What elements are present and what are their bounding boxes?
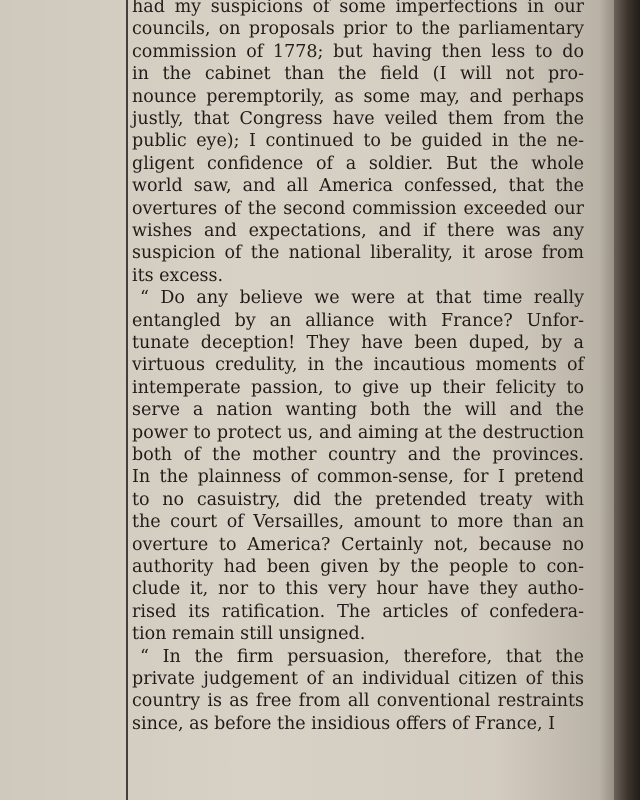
right-column-line: suspicion of the national liberality, it arose from	[132, 243, 584, 264]
right-column-line: country is as free from all conventional restraints	[132, 691, 584, 712]
right-column-line: clude it, nor to this very hour have they autho-	[132, 579, 584, 600]
right-column-line: gligent confidence of a soldier. But the whole	[132, 153, 584, 174]
right-column-line: overture to America? Certainly not, because no	[132, 534, 584, 555]
right-column-line: commission of 1778; but having then less to do	[132, 41, 584, 62]
right-column-line: tion remain still unsigned.	[132, 624, 366, 645]
right-column-line: wishes and expectations, and if there was any	[132, 221, 584, 241]
right-column-line: power to protect us, and aiming at the destruction	[132, 422, 584, 443]
right-column-line: “ In the firm persuasion, therefore, that the	[140, 646, 584, 667]
right-column-line: both of the mother country and the provinces.	[132, 445, 584, 465]
right-column-line: justly, that Congress have veiled them from the	[132, 109, 584, 129]
right-column-line: serve a nation wanting both the will and the	[132, 400, 584, 421]
right-column-line: authority had been given by the people to con-	[132, 557, 584, 577]
right-column-line: its excess.	[132, 265, 224, 286]
right-column-line: tunate deception! They have been duped, by a	[132, 333, 584, 353]
right-column-line: world saw, and all America confessed, that the	[132, 176, 584, 197]
right-column-line: entangled by an alliance with France? Unfor-	[132, 310, 584, 331]
column-rule	[126, 0, 128, 800]
right-column-line: private judgement of an individual citizen of this	[132, 669, 584, 689]
right-column-line: nounce peremptorily, as some may, and perhaps	[132, 86, 584, 107]
right-column-line: to no casuistry, did the pretended treaty with	[132, 489, 584, 510]
right-column-line: In the plainness of common-sense, for I pretend	[132, 467, 584, 488]
right-column-line: in the cabinet than the field (I will not pro-	[132, 64, 584, 85]
right-column-line: rised its ratification. The articles of confedera-	[132, 601, 584, 622]
right-column-line: intemperate passion, to give up their felicity to	[132, 377, 584, 398]
right-column-line: virtuous credulity, in the incautious moments of	[132, 355, 584, 376]
right-column-line: the court of Versailles, amount to more than an	[132, 512, 584, 533]
right-column-line: had my suspicions of some imperfections in our	[132, 0, 584, 17]
right-column-line: councils, on proposals prior to the parliamentary	[132, 19, 584, 40]
page-edge-shadow	[614, 0, 640, 800]
right-column-line: “ Do any believe we were at that time really	[140, 288, 584, 309]
right-column-line: since, as before the insidious offers of France, I	[132, 713, 555, 734]
right-column-line: overtures of the second commission exceeded our	[132, 198, 584, 219]
right-column-line: public eye); I continued to be guided in the ne-	[132, 131, 584, 152]
